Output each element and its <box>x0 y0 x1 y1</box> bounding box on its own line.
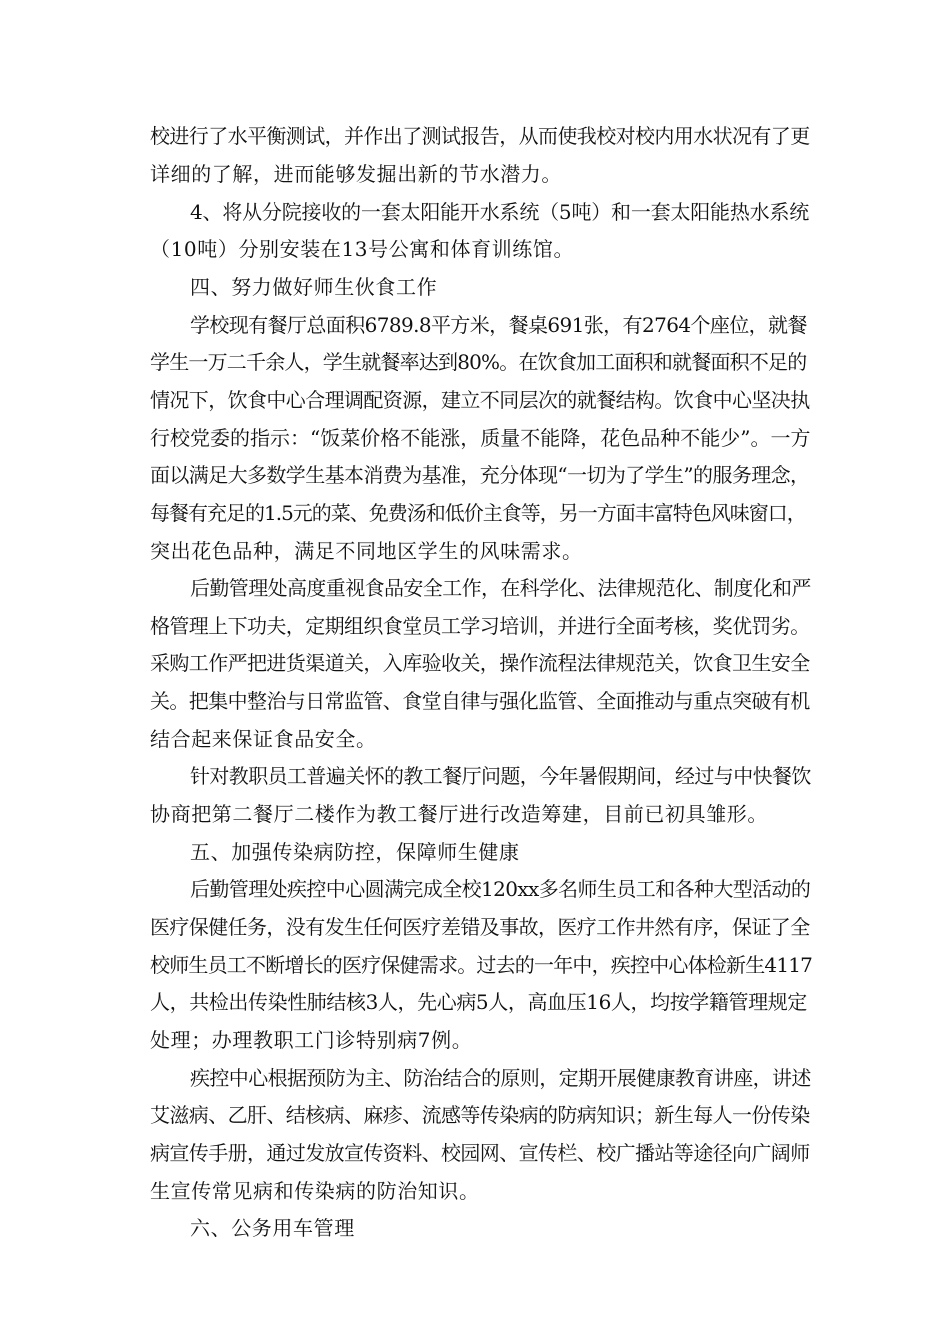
text-line: 处理；办理教职工门诊特别病7例。 <box>150 1028 473 1052</box>
text-line: 情况下，饮食中心合理调配资源，建立不同层次的就餐结构。饮食中心坚决执 <box>150 388 810 412</box>
text-line: 后勤管理处高度重视食品安全工作，在科学化、法律规范化、制度化和严 <box>190 576 811 600</box>
section-heading: 四、努力做好师生伙食工作 <box>190 275 438 299</box>
text-line: 后勤管理处疾控中心圆满完成全校120xx多名师生员工和各种大型活动的 <box>190 877 811 901</box>
text-line: 疾控中心根据预防为主、防治结合的原则，定期开展健康教育讲座，讲述 <box>190 1066 811 1090</box>
text-line: 针对教职员工普遍关怀的教工餐厅问题，今年暑假期间，经过与中快餐饮 <box>190 764 811 788</box>
text-line: 病宣传手册，通过发放宣传资料、校园网、宣传栏、校广播站等途径向广阔师 <box>150 1141 810 1165</box>
text-line: 面以满足大多数学生基本消费为基准，充分体现“一切为了学生”的服务理念， <box>150 463 810 487</box>
text-line: 学校现有餐厅总面积6789.8平方米，餐桌691张，有2764个座位，就餐 <box>190 313 807 337</box>
text-line: 格管理上下功夫，定期组织食堂员工学习培训，并进行全面考核，奖优罚劣。 <box>150 614 810 638</box>
text-line: 采购工作严把进货渠道关，入库验收关，操作流程法律规范关，饮食卫生安全 <box>150 651 810 675</box>
text-line: 突出花色品种，满足不同地区学生的风味需求。 <box>150 539 583 563</box>
text-line: 艾滋病、乙肝、结核病、麻疹、流感等传染病的防病知识；新生每人一份传染 <box>150 1103 810 1127</box>
text-line: （10吨）分别安装在13号公寓和体育训练馆。 <box>150 237 575 261</box>
text-line: 关。把集中整治与日常监管、食堂自律与强化监管、全面推动与重点突破有机 <box>150 689 810 713</box>
text-line: 行校党委的指示：“饭菜价格不能涨，质量不能降，花色品种不能少”。一方 <box>150 426 811 450</box>
text-line: 协商把第二餐厅二楼作为教工餐厅进行改造筹建，目前已初具雏形。 <box>150 802 768 826</box>
text-line: 校进行了水平衡测试，并作出了测试报告，从而使我校对校内用水状况有了更 <box>150 124 810 148</box>
text-line: 结合起来保证食品安全。 <box>150 727 377 751</box>
text-line: 校师生员工不断增长的医疗保健需求。过去的一年中，疾控中心体检新生4117 <box>150 953 813 977</box>
text-line: 学生一万二千余人，学生就餐率达到80%。在饮食加工面积和就餐面积不足的 <box>150 350 807 374</box>
text-line: 4、将从分院接收的一套太阳能开水系统（5吨）和一套太阳能热水系统 <box>190 200 810 224</box>
text-line: 医疗保健任务，没有发生任何医疗差错及事故，医疗工作井然有序，保证了全 <box>150 915 810 939</box>
text-line: 详细的了解，进而能够发掘出新的节水潜力。 <box>150 162 562 186</box>
text-line: 每餐有充足的1.5元的菜、免费汤和低价主食等，另一方面丰富特色风味窗口， <box>150 501 806 525</box>
section-heading: 六、公务用车管理 <box>190 1216 355 1240</box>
text-line: 人，共检出传染性肺结核3人，先心病5人，高血压16人，均按学籍管理规定 <box>150 990 807 1014</box>
text-line: 生宣传常见病和传染病的防治知识。 <box>150 1179 480 1203</box>
section-heading: 五、加强传染病防控，保障师生健康 <box>190 840 520 864</box>
